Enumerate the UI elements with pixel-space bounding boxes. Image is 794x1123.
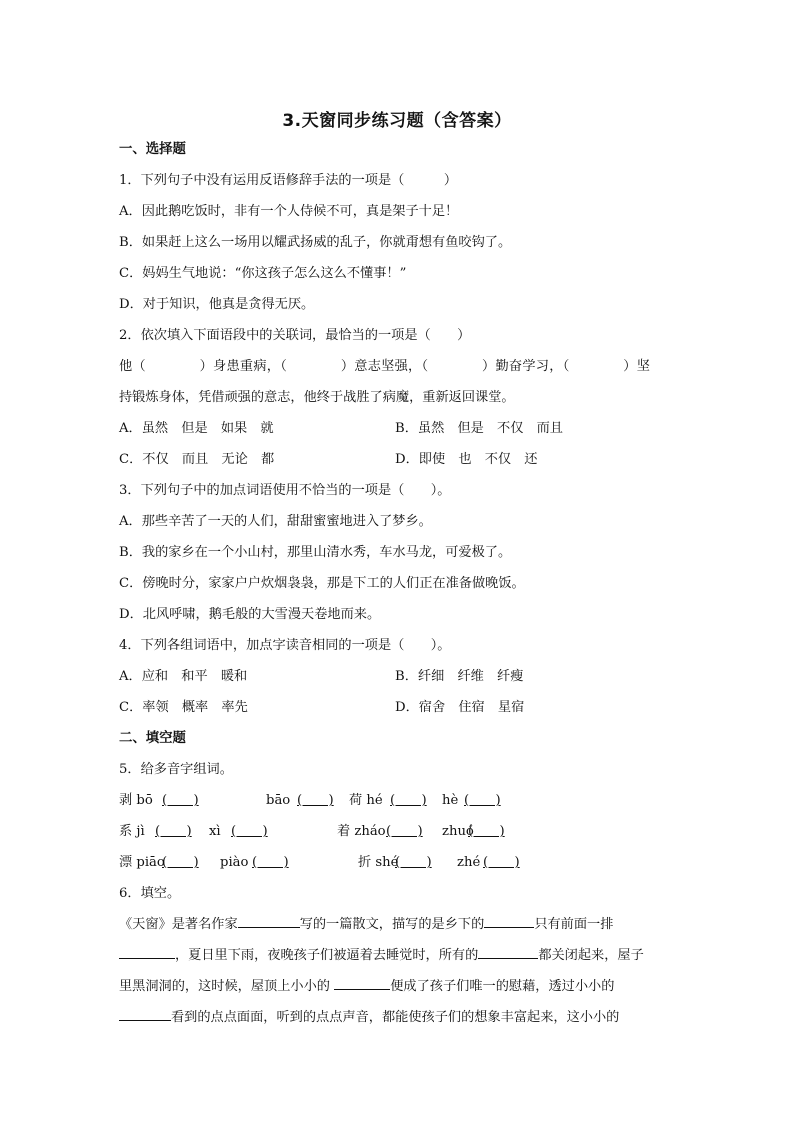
q6-text-line2	[119, 940, 679, 971]
q5-blank[interactable]: ( )	[297, 793, 334, 808]
q6-text: 《天窗》是著名作家	[119, 917, 238, 932]
q6-text-line3	[119, 971, 679, 1002]
q6-text: ，夏日里下雨，夜晚孩子们被逼着去睡觉时，所有的	[175, 948, 479, 963]
q5-blank[interactable]: ( )	[155, 824, 192, 839]
q1-option-b: B．如果赶上这么一场用以耀武扬威的乱子，你就甭想有鱼咬钩了。	[119, 235, 512, 250]
page-title: 3.天窗同步练习题（含答案）	[282, 111, 512, 131]
q3-stem: 3．下列句子中的加点词语使用不恰当的一项是（ ）。	[119, 483, 451, 498]
q5-row-1	[119, 785, 679, 816]
q4-options-row1	[119, 661, 679, 692]
q4-option-b: B．纤细 纤维 纤瘦	[395, 669, 524, 684]
q6-stem: 6．填空。	[119, 886, 181, 901]
q6-text: 里黑洞洞的，这时候，屋顶上小小的	[119, 979, 335, 994]
q5-pinyin: piào	[220, 855, 249, 870]
worksheet-content	[119, 134, 679, 1033]
q6-text: 便成了孩子们唯一的慰藉，透过小小的	[390, 979, 615, 994]
q3-option-b: B．我的家乡在一个小山村，那里山清水秀，车水马龙，可爱极了。	[119, 545, 512, 560]
q1-option-a: A．因此鹅吃饭时，非有一个人侍候不可，真是架子十足！	[119, 204, 459, 219]
q6-text: 看到的点点面面，听到的点点声音，都能使孩子们的想象丰富起来，这小小的	[171, 1010, 620, 1025]
q3-option-a: A．那些辛苦了一天的人们，甜甜蜜蜜地进入了梦乡。	[119, 514, 432, 529]
q5-blank[interactable]: ( )	[390, 793, 427, 808]
q5-row-3	[119, 847, 679, 878]
q3-option-c: C．傍晚时分，家家户户炊烟袅袅，那是下工的人们正在准备做晚饭。	[119, 576, 525, 591]
q5-pinyin: zhé	[457, 855, 481, 870]
q1-option-d: D．对于知识，他真是贪得无厌。	[119, 297, 315, 312]
q6-text-line1	[119, 909, 679, 940]
q2-option-a: A．虽然 但是 如果 就	[119, 421, 274, 436]
q6-blank[interactable]	[334, 971, 390, 990]
q2-option-c: C．不仅 而且 无论 都	[119, 452, 275, 467]
q6-text: 只有前面一排	[534, 917, 614, 932]
q1-option-c: C．妈妈生气地说：“你这孩子怎么这么不懂事！”	[119, 266, 407, 281]
q5-pinyin: hè	[442, 793, 459, 808]
q4-options-row2	[119, 692, 679, 723]
q2-option-b: B．虽然 但是 不仅 而且	[395, 421, 563, 436]
q5-blank[interactable]: ( )	[162, 855, 199, 870]
q2-stem: 2．依次填入下面语段中的关联词，最恰当的一项是（ ）	[119, 328, 471, 343]
q5-blank[interactable]: ( )	[468, 824, 505, 839]
q2-options-row2	[119, 444, 679, 475]
q5-stem: 5．给多音字组词。	[119, 762, 233, 777]
q5-blank[interactable]: ( )	[464, 793, 501, 808]
q6-text: 都关闭起来，屋子	[538, 948, 644, 963]
q4-option-a: A．应和 和平 暖和	[119, 669, 248, 684]
q5-char-he: 荷 hé	[349, 793, 383, 808]
q4-stem: 4．下列各组词语中，加点字读音相同的一项是（ ）。	[119, 638, 451, 653]
q6-blank[interactable]	[119, 1002, 171, 1021]
section-heading-choice: 一、选择题	[119, 142, 186, 157]
q6-text: 写的一篇散文，描写的是乡下的	[299, 917, 485, 932]
q5-char-she: 折 shé	[358, 855, 399, 870]
q4-option-c: C．率领 概率 率先	[119, 700, 248, 715]
q2-option-d: D．即使 也 不仅 还	[395, 452, 538, 467]
section-heading-fill: 二、填空题	[119, 731, 186, 746]
q5-pinyin: bāo	[266, 793, 291, 808]
q5-blank[interactable]: ( )	[252, 855, 289, 870]
q2-passage-line2: 持锻炼身体，凭借顽强的意志，他终于战胜了病魔，重新返回课堂。	[119, 390, 515, 405]
q5-char-bo: 剥 bō	[119, 793, 153, 808]
q5-char-zhao: 着 zháo	[337, 824, 386, 839]
q6-blank[interactable]	[484, 909, 534, 928]
q5-pinyin: zhuó	[442, 824, 474, 839]
q5-pinyin: xì	[209, 824, 221, 839]
q6-blank[interactable]	[478, 940, 538, 959]
q5-blank[interactable]: ( )	[231, 824, 268, 839]
q6-blank[interactable]	[238, 909, 300, 928]
q5-blank[interactable]: ( )	[386, 824, 423, 839]
q5-blank[interactable]: ( )	[395, 855, 432, 870]
q3-option-d: D．北风呼啸，鹅毛般的大雪漫天卷地而来。	[119, 607, 381, 622]
q6-text-line4	[119, 1002, 679, 1033]
q1-stem: 1．下列句子中没有运用反语修辞手法的一项是（ ）	[119, 173, 458, 188]
q5-char-piao: 漂 piāo	[119, 855, 165, 870]
q2-passage-line1: 他（ ）身患重病，（ ）意志坚强，（ ）勤奋学习，（ ）坚	[119, 359, 651, 374]
q5-char-xi: 系 jì	[119, 824, 145, 839]
q5-blank[interactable]: ( )	[162, 793, 199, 808]
q6-blank[interactable]	[119, 940, 175, 959]
q5-blank[interactable]: ( )	[483, 855, 520, 870]
q2-options-row1	[119, 413, 679, 444]
q4-option-d: D．宿舍 住宿 星宿	[395, 700, 525, 715]
q5-row-2	[119, 816, 679, 847]
